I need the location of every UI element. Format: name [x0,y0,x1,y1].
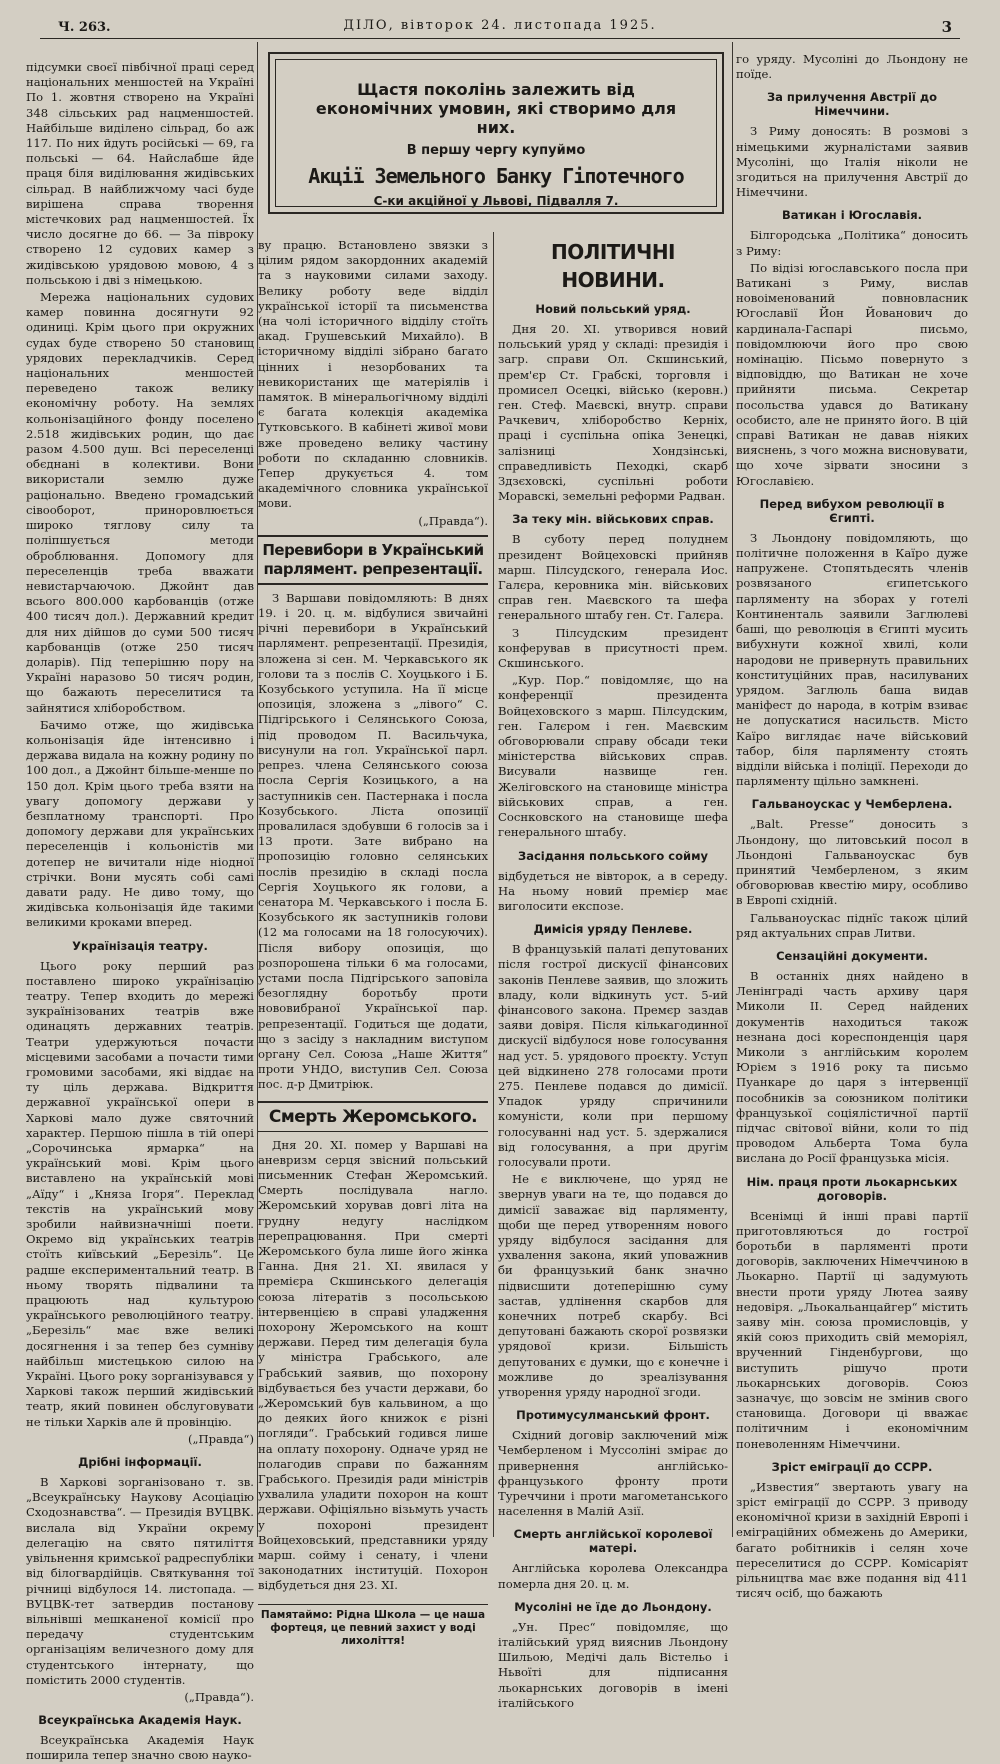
headline-zeromski: Смерть Жеромського. [258,1101,488,1132]
article-paragraph: По відізі югославського посла при Ватикані з Риму, вислав новоіменований повновласник Югославії Йон Йованович до кардинала-Гаспарі письмо, повідомлюючи його про свою номінацію. Пісьмо повернуто з відповіддю, що Ватикан не хоче прийняти письма. Секретар посольства удався до Ватикану особисто, але не принято його. В цій справі Ватикан не давав ніяких вияснень, з чого можна висновувати, що хоче зірвати зносини з Югославією. [736,260,968,488]
subheading: Димісія уряду Пенлеве. [533,922,693,937]
column-3 [498,238,728,1710]
source-signature: („Правда“). [184,1689,254,1704]
article-paragraph: відбудеться не вівторок, а в середу. На ньому новий премієр має виголосити експозе. [498,868,728,913]
subheading: Смерть англійської королевої матері. [513,1527,713,1556]
subheading: За прилучення Австрії до Німеччини. [766,90,938,119]
ad-bank-name: Акції Земельного Банку Гіпотечного [308,164,684,188]
newspaper-title: ДІЛО, вівторок 24. листопада 1925. [343,18,657,33]
masthead [40,16,960,39]
source-signature: („Правда“). [418,513,488,528]
column-4 [736,52,968,1601]
article-paragraph: підсумки своєї півбічної праці серед національних меншостей на Україні По 1. жовтня створено на Україні 348 сільських рад нацменшостей. Найбільше виділено сільрад, бо аж 117. По них йдуть російські — 69, га польські — 64. Найслабше йде праця біля виділювання жидівських сільрад. В найближчому часі буде вирішена справа творення містечкових рад нацменшостей. Їх число досягне до 66. — За півроку створено 12 судових камер з жидівською урядовою мовою, 4 з польською і дві з німецькою. [26,60,254,287]
issue-number: Ч. 263. [58,20,111,35]
column-divider [493,232,494,1537]
ad-address: С-ки акційної у Львові, Підвалля 7. [373,194,619,208]
article-paragraph: Всенімці й інші праві партії приготовляються до гострої боротьби в парляменті проти договорів, заключених Німеччиною в Льокарно. Партії ці задумують внести проти уряду Лютеа заяву недовіря. „Льокальанцайгер“ містить заяву мін. союза промисловців, у якій союз приходить свій меморіял, врученний Гінденбургови, що виступить рішучо проти льокарнських договорів. Союз зазначує, що зовсім не змінив свого становища. Договори ці вважає політичним і економічним поневоленням Німеччини. [736,1208,968,1451]
article-paragraph: Білгородська „Політика“ доносить з Риму: [736,228,968,258]
article-paragraph: В Харкові зорганізовано т. зв. „Всеукраїнську Наукову Асоціацію Сходознавства“. — Президія ВУЦВК. вислала від України окрему делегацію на свято пятиліття увільнення кримської радреспубліки від білогвардійців. Святкування тої річниці відбулося 14. листопада. — ВУЦВК-тет затвердив постанову вільнівші мешканеної комісії про передачу студентським організаціям величезного дому для студентського інтернату, що помістить 2000 студентів. [26,1475,254,1687]
article-paragraph: Всеукраїнська Академія Наук поширила тепер значно свою науко- [26,1733,254,1763]
article-paragraph: З Льондону повідомляють, що політичне положення в Каїро дуже напружене. Стопятьдесять членів розвязаного єгипетського парляменту на зборах у готелі Континенталь заявили Заглюлеві баші, що революція в Єгипті мусить вибухнути кожної хвилі, коли народови не привернуть правильних конституційних прав, насилуваних урядом. Заглюль баша видав маніфест до народа, в котрім взиває не допускатися насильств. Місто Каїро виглядає наче військовий табор, біля парляменту стоять відділи війська і поліції. Переходи до парляменту щільно замкнені. [736,530,968,789]
subheading-small-news: Дрібні інформації. [78,1455,202,1470]
subheading: Сензаційні документи. [776,948,928,963]
article-paragraph: Мережа національних судових камер повинна досягнути 92 одиниці. Крім цього при окружних судах буде створено 50 становищ урядових перекладчиків. Серед національних меншостей переведено також велику економічну роботу. На землях кольонізаційного фонду поселено 2.518 жидівських родин, що дає разом 4.500 душ. Всі переселенці обєднані в колективи. Вони використали землю дуже раціонально. Введено громадський сівооборот, приноровлюється широко тяглову силу та поліпшується методи оброблювання. Допомогу для переселенців треба вважати невистарчаючою. Джойнт дав всього 800.000 карбованців (отже 400 тисяч дол.). Державний кредит для них дійшов до суми 500 тисяч карбованців (отже 250 тисяч доларів). Під теперішню пору на Україні наразово 50 тисяч родин, що бажають переселитися та зайнятися хліборобством. [26,290,254,715]
subheading: Новий польський уряд. [535,302,691,316]
article-paragraph: „Известия“ звертають увагу на зріст еміграції до ССРР. З приводу економічної кризи в західній Европі і еміграційних обмежень до Америки, багато робітників і селян хоче переселитися до ССРР. Комісаріят рільництва має вже подання від 411 тисяч осіб, що бажають [736,1479,968,1601]
bank-advertisement [268,52,724,214]
column-divider [732,42,733,1537]
source-signature: („Правда“) [187,1431,254,1446]
subheading-theatre: Українізація театру. [72,938,208,953]
article-paragraph: З Пілсудским президент конферував в присутності прем. Скшинського. [498,625,728,671]
article-paragraph: Дня 20. XI. утворився новий польський уряд у складі: президія і загр. справи Ол. Скшинський, прем'єр Ст. Грабскі, торговля і промисел Осецкі, військо (керовн.) ген. Стеф. Маєвскі, внутр. справи Рачкевич, хліборобство Керніх, праці і суспільна опіка Зенецкі, залізниці Хондзінські, справедливість Пеходкі, скарб Здзєховскі, суспільні роботи Моравскі, земельні реформи Радван. [498,322,728,504]
article-paragraph: Гальваноускас піднїс також цілий ряд актуальних справ Литви. [736,910,968,940]
article-paragraph: „Кур. Пор.“ повідомляє, що на конференції президента Войцеховского з марш. Пілсудским, ген. Галєром і ген. Маєвским обговорювали справу обсади теки міністерства військових справ. Висували назвище ген. Желіговского на становище міністра військових справ, а ген. Соснковского на становище шефа генерального штабу. [498,673,728,840]
subheading-academy: Всеукраїнська Академія Наук. [38,1713,242,1728]
page-number: 3 [941,18,952,36]
school-slogan: Памятаймо: Рідна Школа — це наша фортеця, це певний захист у воді лихоліття! [258,1604,488,1648]
article-paragraph: го уряду. Мусоліні до Льондону не поїде. [736,52,968,82]
article-paragraph: В французькій палаті депутованих після гострої дискусії фінансових законів Пенлеве заявив, що зложить владу, коли відкинуть уст. 5-ий фінансового закона. Премєр заздав заяви довіря. Після кількагодинної дискусії відбулося нове голосування над уст. 5. урядового проєкту. Уступ цей відкинено 278 голосами проти 275. Пенлеве подався до димісії. Упадок уряду спричинили комуністи, коли при першому голосуванні над уст. 5. здержалися від голосування, а при другім голосували проти. [498,942,728,1169]
subheading: Нім. праця проти льокарнських договорів. [746,1174,958,1203]
article-paragraph: Англійська королева Олександра померла дня 20. ц. м. [498,1561,728,1591]
subheading: Зріст еміграції до ССРР. [771,1459,933,1474]
subheading: Протимусулманський фронт. [516,1408,710,1423]
article-paragraph: „Balt. Presse“ доносить з Льондону, що литовський посол в Льондоні Гальваноускас був принятий Чемберленом, з яким обговорював квестію миру, особливо в Европі східній. [736,817,968,908]
article-paragraph: З Риму доносять: В розмові з німецькими журналістами заявив Мусоліні, що Італія ніколи не згодиться на прилучення Австрії до Німеччини. [736,124,968,200]
column-1 [26,60,254,1763]
headline-reelection: Перевибори в Український парлямент. репрезентації. [258,535,488,585]
ad-slogan: Щастя поколінь залежить від економічних умовин, які створимо для них. [315,80,677,137]
article-paragraph: В суботу перед полуднем президент Войцеховскі прийняв марш. Пілсудского, генерала Иос. Галєра, керовника мін. військових справ ген. Маєвского та шефа генерального штабу ген. Ст. Галєра. [498,532,728,623]
subheading: За теку мін. військових справ. [512,512,714,527]
subheading: Ватикан і Югославія. [781,208,923,223]
article-paragraph: ву працю. Встановлено звязки з цілим рядом закордонних академій та з науковими силами заходу. Велику роботу веде відділ української історії та письменства (на чолі історичного відділу стоїть акад. Грушевський Михайло). В історичному відділі зібрано багато цінних і незорбованих та невикористаних ще матеріялів і памяток. В мінеральогічному відділі є багата колекція академіка Тутковського. В кабінеті живої мови вже проведено велику частину роботи по складанню словників. Тепер друкується 4. том академічного словника української мови. [258,238,488,511]
ad-subline: В першу чергу купуймо [406,143,586,158]
article-paragraph: Цього року перший раз поставлено широко українізацію театру. Тепер входить до мережі зукраїнізованих театрів вже одинацять державних театрів. Театри удержуються почасти місцевими засобами а почасти тими громовими засобами, які віддає на ту ціль держава. Відкриття державної української опери в Харкові мало дуже святочний характер. Першою пішла в тій опері „Сорочинська ярмарка“ на український мові. Крім цього виставлено на українській мові „Аїду“ і „Княза Ігоря“. Переклад текстів на український мову зробили найвизначніші поети. Окремо від українських театрів стоїть київський „Березіль“. Це радше експериментальний театр. В ньому творять підвалини та працюють над культурою українського революційного театру. „Березіль“ має вже великі досягнення і за тепер без сумніву найбільш мистецькою силою на Україні. Цього року зорганізувався у Харкові також перший жидівський театр, який повинен обслуговувати не тільки Харків але й провінцію. [26,958,254,1429]
subheading: Засідання польського сойму [518,848,708,863]
column-2 [258,238,488,1647]
article-paragraph: Не є виключене, що уряд не звернув уваги на те, що подався до димісії заважає від парляменту, щоби ще перед утворенням нового уряду відбулося засідання для ухвалення закона, який уповажнив би французький банк значно підвисшити дотеперішню суму застав, удлінення скарбов для конечних потреб скарбу. Всі депутовані бажають скорої розвязки урядової кризи. Більшість депутованих є думки, що є конечне і можливе до зреалізування утворення уряду народної згоди. [498,1172,728,1399]
subheading: Мусоліні не їде до Льондону. [514,1599,712,1614]
article-paragraph: „Ун. Прес“ повідомляє, що італійський уряд вияснив Льондону Шильою, Медічі даль Вістельо і Ньвоїті для підписання льокарнських договорів в імені італійського [498,1619,728,1710]
article-paragraph: З Варшави повідомляють: В днях 19. і 20. ц. м. відбулися звичайні річні перевибори в Український парлямент. репрезентації. Президія, зложена зі сен. М. Черкавського як голови та з послів С. Хоуцького і Б. Козубського уступила. На її місце опозиція, зложена з „лівого“ С. Підгірського і Селянського Союза, під проводом П. Васильчука, висунули на гол. Української парл. репрез. члена Селянського союза посла Сергія Козицького, а на заступників сен. Пастернака і посла Козубського. Ліста опозиції провалилася здобувши 6 голосів за і 13 проти. Зате вибрано на пропозицію головно селянських послів президію в складі посла Сергія Хоуцького як голови, а сенатора М. Черкавського і посла Б. Козубського як заступників голови (12 ма голосами на 18 голосуючих). Після вибору опозиція, що розпорошена тільки 6 ма голосами, устами посла Підгірського заповіла безоглядну боротьбу проти нововибраної Української пар. репрезентації. Годиться ще додати, що з засіду з накладним виступом органу Сел. Союза „Наше Життя“ проти УНДО, виступив Сел. Союза пос. д-р Дмитріюк. [258,590,488,1092]
section-title: ПОЛІТИЧНІ НОВИНИ. [550,240,675,292]
subheading: Гальваноускас у Чемберлена. [751,797,953,812]
subheading: Перед вибухом революції в Єгипті. [759,496,945,525]
article-paragraph: В останніх днях найдено в Ленінграді часть архиву царя Миколи II. Серед найдених документів находиться також незнана досі кореспонденція царя Миколи з англійським королем Юрієм з 1916 року та письмо Пуанкаре до царя з інтервенції пособників за союзником політики французької соціялістичної партії підчас світової війни, коли то під проводом Альберта Тома була вислана до Росії французька місія. [736,968,968,1166]
article-paragraph: Бачимо отже, що жидівська кольонізація йде інтенсивно і держава видала на кожну родину по 100 дол., а Джойнт більше-менше по 150 дол. Крім цього треба взяти на увагу допомогу держави у безплатному транспорті. Про допомогу держави для українських переселенців і кольоністів ми дотепер не вичитали ніде ніодної стрічки. Вони мусять собі самі давати раду. Не диво тому, що жидівська кольонізація йде такими великими кроками вперед. [26,717,254,930]
article-paragraph: Східний договір заключений між Чемберленом і Муссоліні змірає до привернення англійсько-французького фронту проти Туреччини і проти магометанського населення в Малій Азії. [498,1428,728,1519]
article-paragraph: Дня 20. XI. помер у Варшаві на аневризм серця звісний польський письменник Стефан Жеромський. Смерть послідувала нагло. Жеромський хорував довгі літа на грудну недугу наслідком перепрацювання. При смерті Жеромського була лише його жінка Ганна. Дня 21. XI. явилася у премієра Скшинського делегація союза літератів з посольською інтервенцією в справі уладження похорону Жеромського на кошт держави. Перед тим делегація була у міністра Грабського, але Грабський заявив, що похорону відбувається без участи держави, бо „Жеромський був кальвином, а що до деяких його книжок є різні погляди“. Грабський годився лише на оплату похорону. Одначе уряд не полагодив справи по бажанням Грабського. Президія ради міністрів ухвалила уладити похорон на кошт держави. Офіціяльно візьмуть участь у похороні президент Войцеховський, представники уряду марш. сойму і сенату, і члени законодатних інституцій. Похорон відбудеться дня 23. XI. [258,1137,488,1593]
